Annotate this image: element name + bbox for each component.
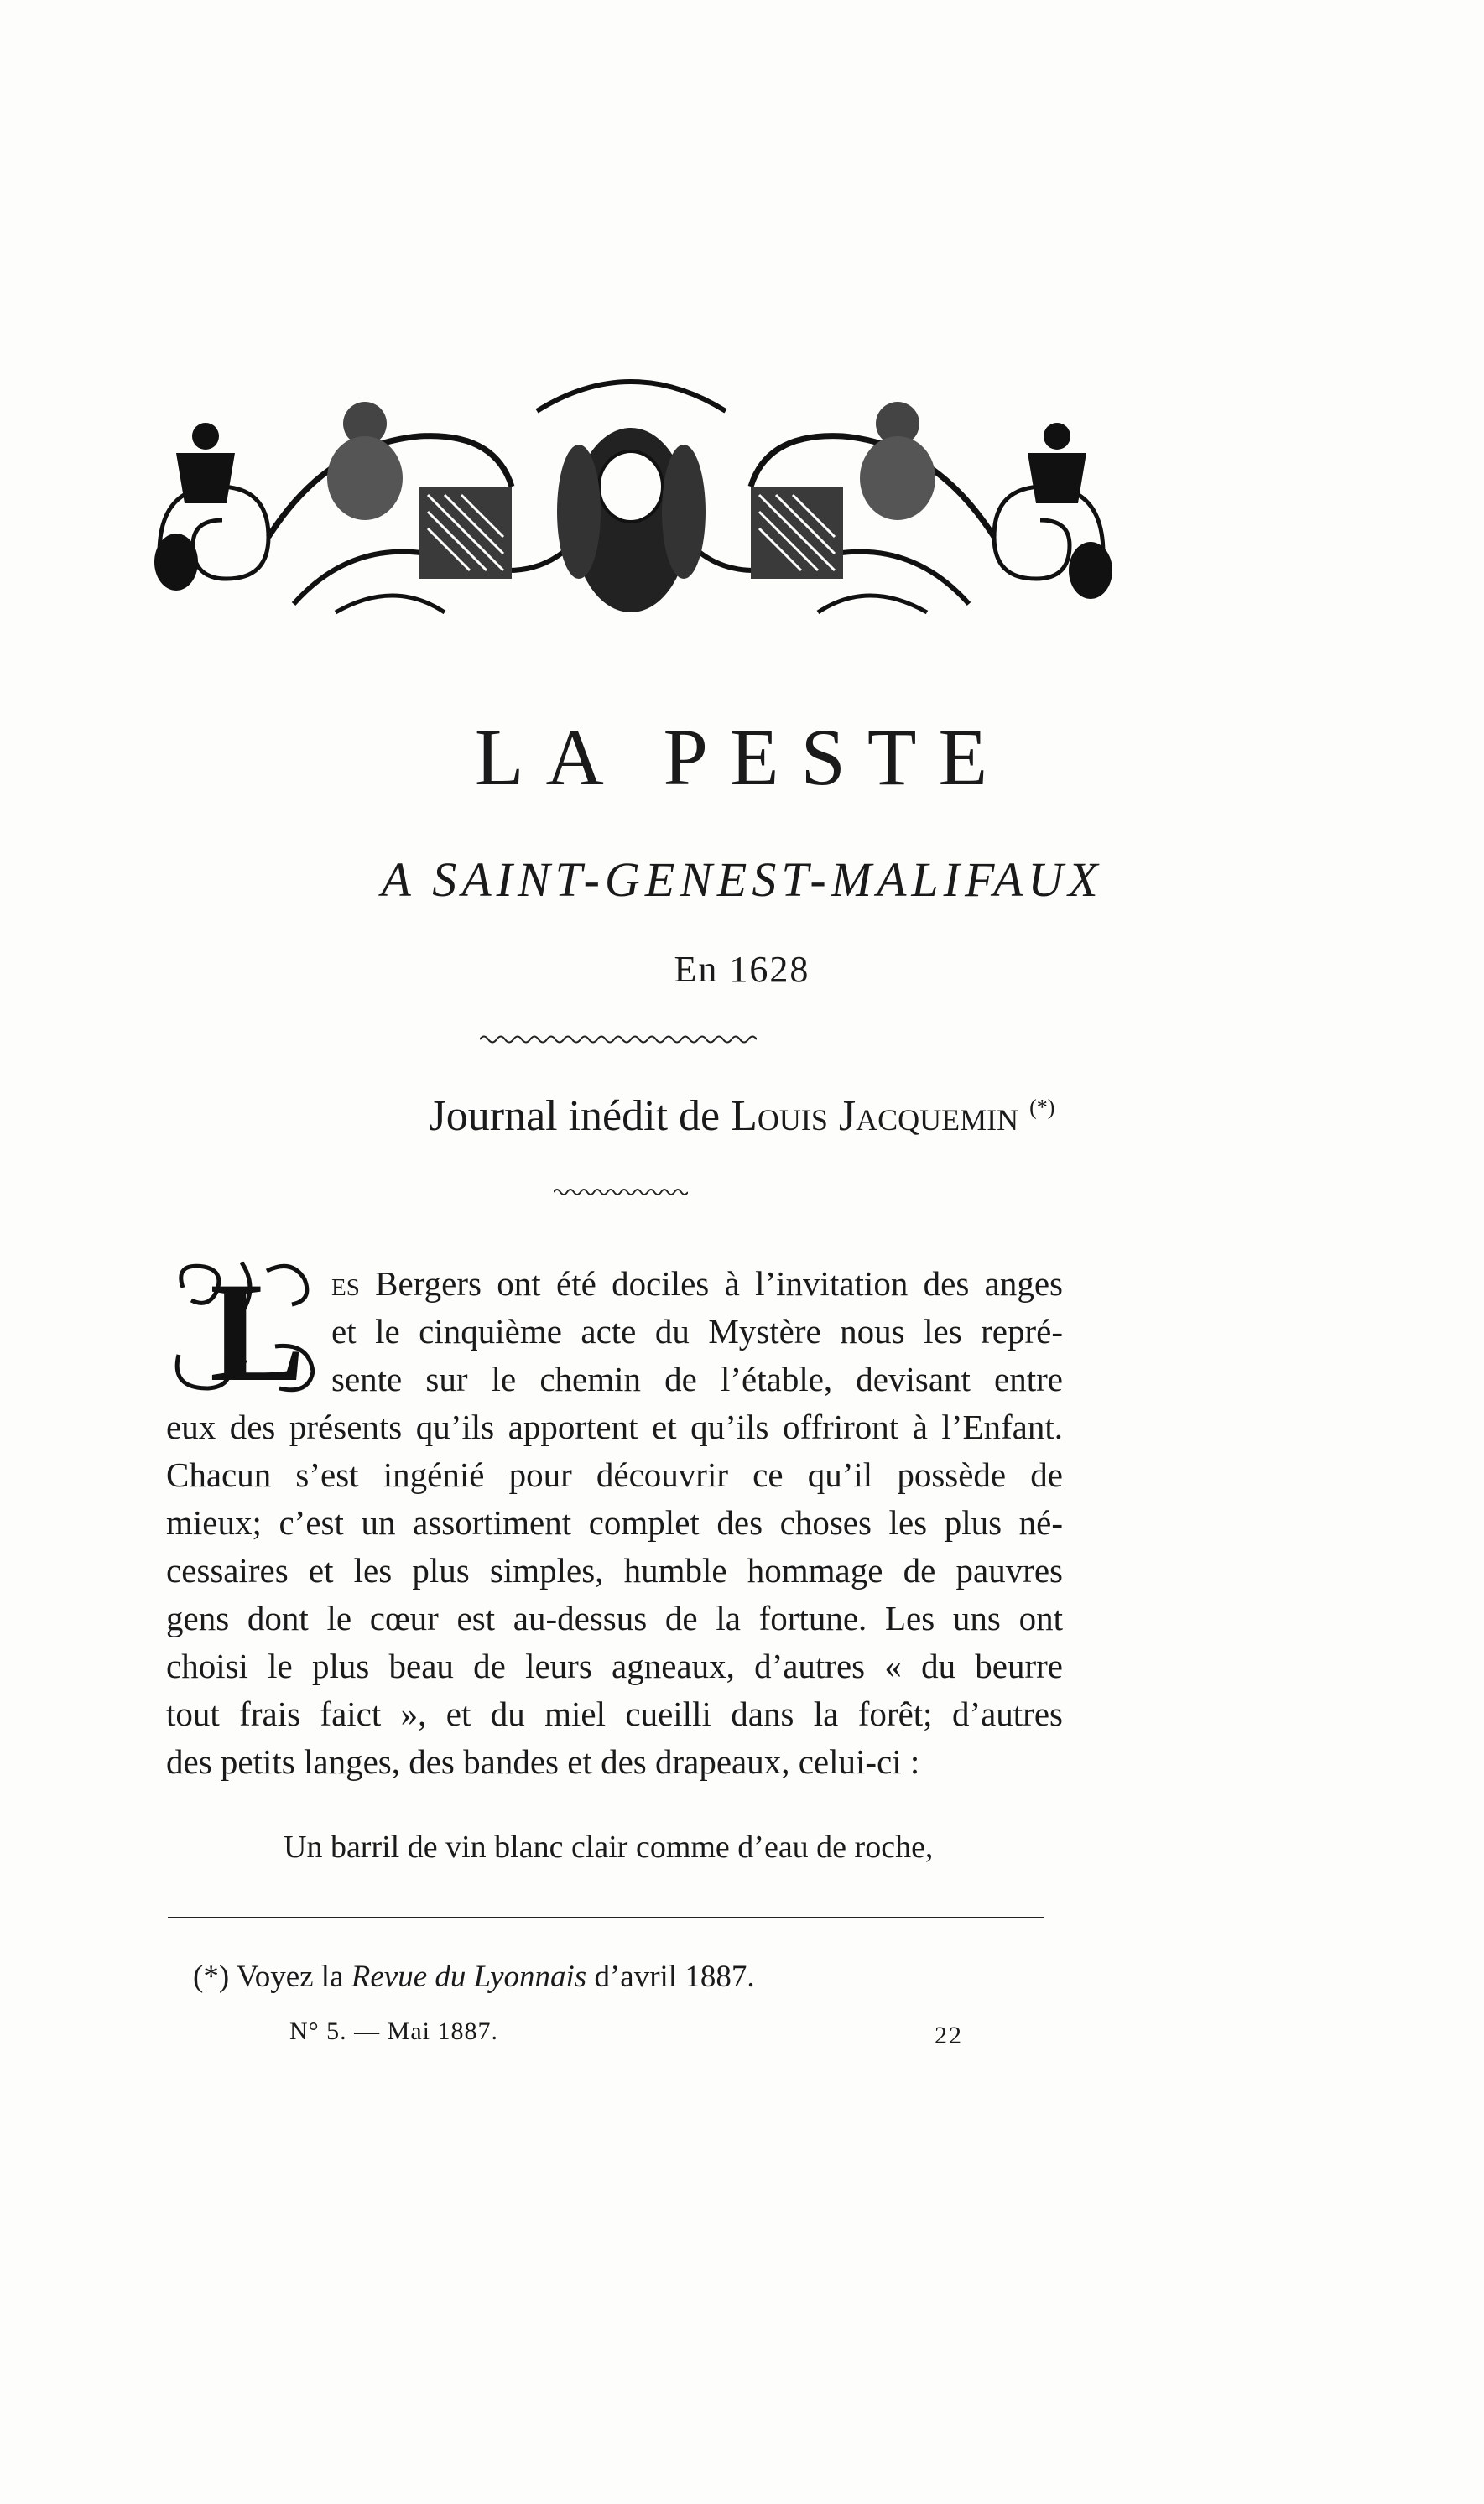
article-year: En 1628 (674, 949, 810, 990)
article-subtitle: A SAINT-GENEST-MALIFAUX (381, 852, 1103, 907)
body-line-2: et le cinquième acte du Mystère nous les repré- (331, 1312, 1063, 1351)
body-line-9: choisi le plus beau de leurs agneaux, d’autres « du beurre (166, 1647, 1063, 1685)
footnote-text-after: d’avril 1887. (586, 1960, 755, 1994)
ornamental-dropcap (166, 1254, 324, 1397)
footnote-rule (168, 1917, 1044, 1918)
heading-prefix: Journal inédit de (429, 1092, 732, 1140)
page-number: 22 (935, 2022, 963, 2049)
footnote (193, 1959, 755, 1995)
body-line-1 (331, 1264, 1063, 1304)
body-line-1-text: Bergers ont été dociles à l’invitation des anges (359, 1264, 1063, 1303)
ornamental-headpiece (143, 361, 1120, 633)
body-line-10: tout frais faict », et du miel cueilli dans la forêt; d’autres (166, 1694, 1063, 1733)
heading-note-marker: (*) (1029, 1095, 1055, 1120)
body-line-3: sente sur le chemin de l’étable, devisant entre (331, 1360, 1063, 1398)
wavy-rule (480, 1033, 757, 1045)
body-line-7: cessaires et les plus simples, humble hommage de pauvres (166, 1551, 1063, 1590)
body-line-8: gens dont le cœur est au-dessus de la fortune. Les uns ont (166, 1599, 1063, 1637)
footnote-marker: (*) (193, 1960, 230, 1994)
body-line-11: des petits langes, des bandes et des drapeaux, celui-ci : (166, 1742, 920, 1781)
first-word: es (331, 1264, 360, 1303)
author-name: Louis Jacquemin (731, 1092, 1019, 1140)
article-title: LA PESTE (474, 712, 1010, 802)
dropcap-letter: L (210, 1254, 305, 1397)
body-line-5: Chacun s’est ingénié pour découvrir ce qu’il possède de (166, 1455, 1063, 1494)
body-line-6: mieux; c’est un assortiment complet des choses les plus né- (166, 1503, 1063, 1542)
issue-number: N° 5. — Mai 1887. (289, 2017, 498, 2045)
footnote-journal: Revue du Lyonnais (351, 1960, 587, 1994)
footnote-text-before: Voyez la (229, 1960, 351, 1994)
verse-line: Un barril de vin blanc clair comme d’eau de roche, (284, 1830, 934, 1865)
section-heading (0, 1092, 1484, 1140)
body-line-4: eux des présents qu’ils apportent et qu’ils offriront à l’Enfant. (166, 1408, 1063, 1446)
wavy-rule-small (554, 1187, 688, 1197)
